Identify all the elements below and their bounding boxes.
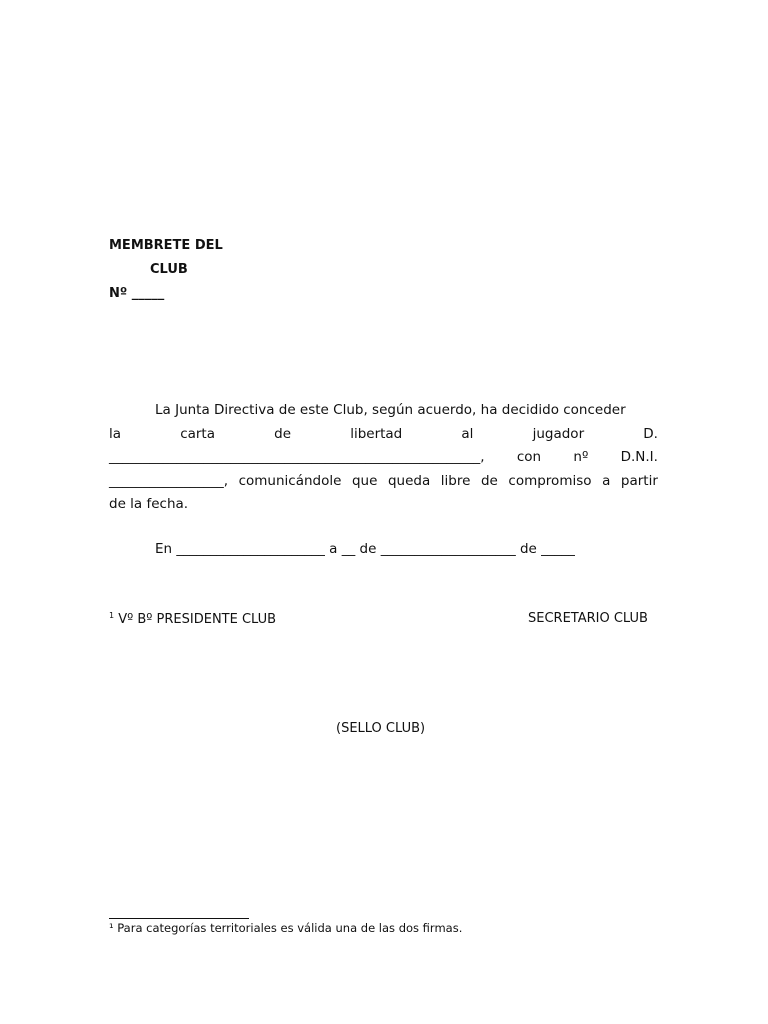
- footnote-marker: 1: [109, 611, 115, 620]
- letterhead-number: Nº _____: [109, 286, 165, 301]
- word: compromiso: [508, 472, 592, 489]
- paragraph-line-5: [109, 493, 658, 517]
- paragraph-line-2: [109, 423, 658, 447]
- paragraph-line-1-text: La Junta Directiva de este Club, según acuerdo, ha decidido conceder: [155, 402, 626, 418]
- letterhead-line-2: CLUB: [150, 262, 188, 277]
- word: partir: [620, 472, 658, 489]
- word: de: [480, 472, 498, 489]
- word: nº: [573, 449, 589, 465]
- word: libertad: [350, 425, 403, 442]
- player-name-blank: _______________________________________________________,: [109, 449, 485, 465]
- footnote-text: ¹ Para categorías territoriales es válida una de las dos firmas.: [109, 921, 463, 935]
- paragraph-indent: [109, 399, 155, 423]
- word: al: [461, 425, 474, 442]
- footnote-divider: [109, 918, 249, 919]
- word: libre: [440, 472, 471, 489]
- place-date-line: En ______________________ a __ de ____________________ de _____: [155, 541, 575, 557]
- word: la: [109, 425, 122, 442]
- president-signature-label: [109, 612, 276, 627]
- paragraph-line-3: [109, 446, 658, 470]
- paragraph-line-1: [109, 399, 658, 423]
- president-signature-text: Vº Bº PRESIDENTE CLUB: [114, 612, 277, 627]
- word: comunicándole: [238, 472, 342, 489]
- paragraph-line-4: [109, 470, 658, 494]
- word: a: [602, 472, 611, 489]
- word: jugador: [532, 425, 585, 442]
- word: que: [351, 472, 378, 489]
- word: queda: [387, 472, 431, 489]
- release-paragraph: [109, 399, 658, 517]
- secretary-signature-label: SECRETARIO CLUB: [528, 611, 648, 626]
- dni-blank: _________________,: [109, 472, 229, 489]
- letterhead-line-1: MEMBRETE DEL: [109, 238, 223, 253]
- paragraph-line-5-text: de la fecha.: [109, 496, 189, 512]
- word: con: [516, 449, 542, 465]
- club-seal-placeholder: (SELLO CLUB): [336, 721, 426, 736]
- word: de: [274, 425, 292, 442]
- word: D.N.I.: [620, 449, 658, 465]
- word: carta: [180, 425, 215, 442]
- word: D.: [643, 425, 658, 442]
